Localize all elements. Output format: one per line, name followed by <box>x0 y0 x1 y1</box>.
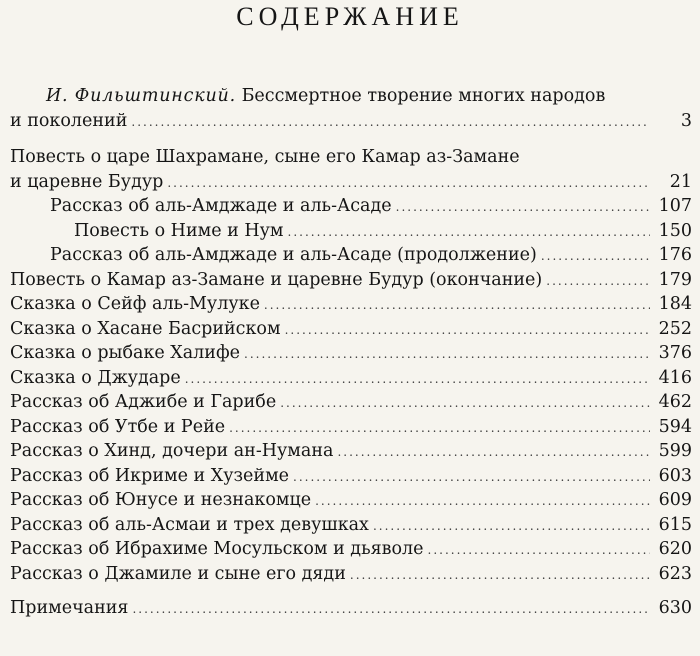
toc-entry[interactable] <box>10 366 692 391</box>
dot-leader <box>264 293 650 318</box>
dot-leader <box>288 220 650 245</box>
entry-title: Повесть о царе Шахрамане, сыне его Камар аз-Замане <box>10 147 520 167</box>
toc-entry[interactable] <box>10 390 692 415</box>
entry-title: Рассказ о Джамиле и сыне его дяди <box>10 563 346 584</box>
page-number: 21 <box>669 171 692 192</box>
page-title: СОДЕРЖАНИЕ <box>236 2 464 31</box>
page-number: 462 <box>658 392 692 412</box>
toc-entry[interactable] <box>10 170 692 195</box>
entry-title: Рассказ об Ибрахиме Мосульском и дьяволе <box>10 539 424 559</box>
entry-title: Повесть о Камар аз-Замане и царевне Будур (окончание) <box>10 269 543 290</box>
toc-entry[interactable] <box>10 562 692 587</box>
foreword-author: И. Фильштинский. <box>46 86 236 106</box>
toc-entry[interactable] <box>10 317 692 342</box>
page-number: 609 <box>658 490 692 510</box>
dot-leader <box>350 563 650 588</box>
toc-entry[interactable] <box>10 537 692 562</box>
page-number: 3 <box>680 110 692 131</box>
foreword-title-cont: и поколений <box>10 110 128 131</box>
page-number: 150 <box>658 220 692 241</box>
toc-entry[interactable] <box>10 194 692 219</box>
toc-entry[interactable] <box>10 341 692 366</box>
page-number: 252 <box>658 318 692 339</box>
entry-title: Рассказ об Икриме и Хузейме <box>10 465 290 486</box>
page-number: 594 <box>658 416 692 437</box>
dot-leader <box>132 597 650 622</box>
toc-entry[interactable] <box>10 268 692 293</box>
page-number: 184 <box>658 294 692 314</box>
page-number: 599 <box>658 441 692 461</box>
dot-leader <box>285 318 650 343</box>
entry-title: Рассказ об аль-Амджаде и аль-Асаде (продолжение) <box>50 245 537 265</box>
foreword-title: Бессмертное творение многих народов <box>241 86 606 106</box>
toc-entry-line1 <box>10 145 692 170</box>
table-of-contents <box>10 84 692 621</box>
entry-title: Сказка о рыбаке Халифе <box>10 343 241 363</box>
toc-entry[interactable] <box>10 488 692 513</box>
dot-leader <box>131 110 650 135</box>
page-number: 376 <box>658 343 692 363</box>
dot-leader <box>546 269 650 294</box>
page-number: 630 <box>658 598 692 618</box>
toc-entry-foreword[interactable] <box>10 109 692 134</box>
page-number: 603 <box>658 465 692 486</box>
spacer <box>10 133 692 145</box>
toc-entry[interactable] <box>10 415 692 440</box>
entry-title: Рассказ об аль-Амджаде и аль-Асаде <box>50 196 392 216</box>
page-number: 176 <box>658 245 692 265</box>
entry-title: Рассказ об Юнусе и незнакомце <box>10 490 312 510</box>
dot-leader <box>428 538 651 563</box>
dot-leader <box>373 514 650 539</box>
spacer <box>10 586 692 596</box>
entry-title: Рассказ об Утбе и Рейе <box>10 416 226 437</box>
page-number: 416 <box>658 367 692 388</box>
toc-entry-foreword-line1 <box>10 84 692 109</box>
entry-title: Рассказ об Аджибе и Гарибе <box>10 392 277 412</box>
dot-leader <box>293 465 650 490</box>
entry-title-cont: и царевне Будур <box>10 171 164 192</box>
page-number: 620 <box>658 539 692 559</box>
page-number: 107 <box>658 196 692 216</box>
entry-title: Примечания <box>10 598 129 618</box>
dot-leader <box>396 195 650 220</box>
dot-leader <box>541 244 650 269</box>
toc-entry-notes[interactable] <box>10 596 692 621</box>
entry-title: Рассказ об аль-Асмаи и трех девушках <box>10 514 369 535</box>
page-number: 179 <box>658 269 692 290</box>
toc-entry[interactable] <box>10 439 692 464</box>
page-number: 623 <box>658 563 692 584</box>
dot-leader <box>244 342 650 367</box>
dot-leader <box>280 391 650 416</box>
entry-title: Сказка о Сейф аль-Мулуке <box>10 294 260 314</box>
toc-entry[interactable] <box>10 464 692 489</box>
dot-leader <box>315 489 650 514</box>
dot-leader <box>167 171 650 196</box>
dot-leader <box>337 440 650 465</box>
toc-entry[interactable] <box>10 219 692 244</box>
entry-title: Сказка о Джударе <box>10 367 181 388</box>
dot-leader <box>229 416 650 441</box>
toc-entry[interactable] <box>10 243 692 268</box>
entry-title: Повесть о Ниме и Нум <box>74 220 284 241</box>
page-number: 615 <box>658 514 692 535</box>
toc-entry[interactable] <box>10 292 692 317</box>
entry-title: Сказка о Хасане Басрийском <box>10 318 281 339</box>
entry-title: Рассказ о Хинд, дочери ан-Нумана <box>10 441 334 461</box>
dot-leader <box>185 367 650 392</box>
toc-entry[interactable] <box>10 513 692 538</box>
